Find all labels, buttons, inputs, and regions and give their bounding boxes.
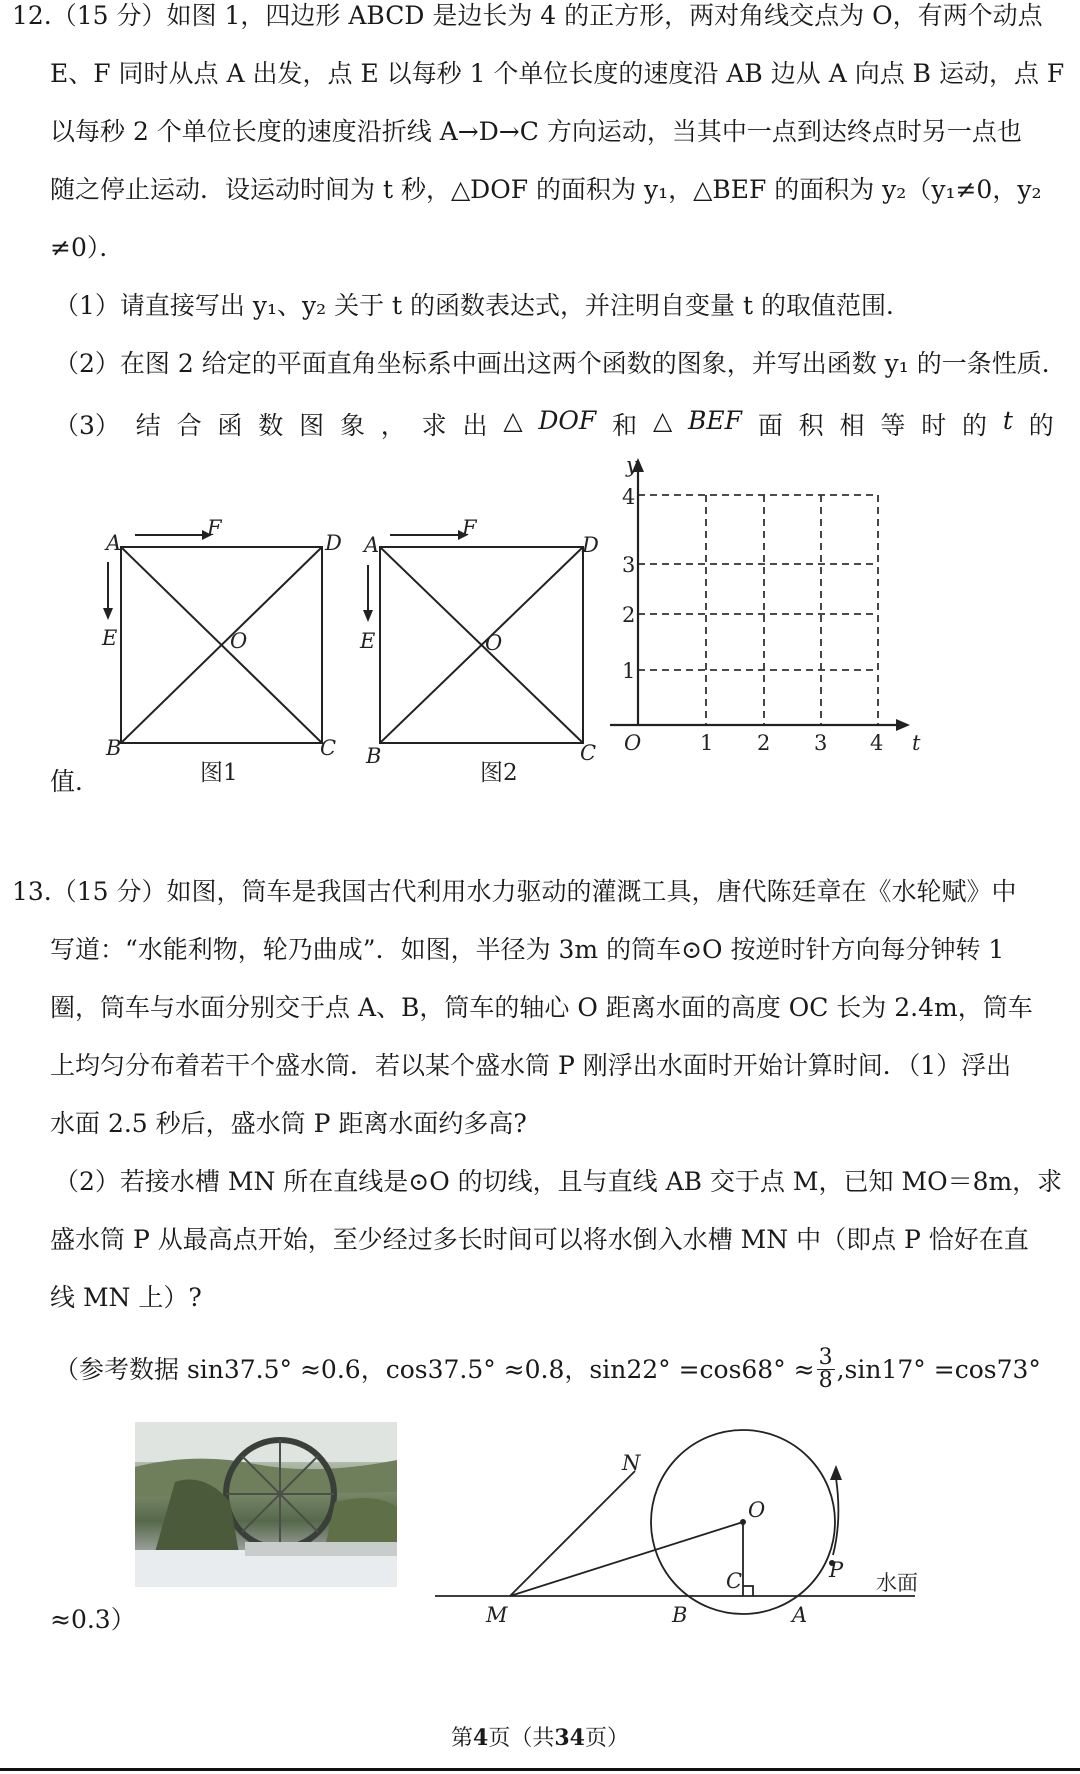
fig2-label-C: C: [580, 741, 597, 765]
q12-subq-3-part: 图: [299, 411, 325, 440]
diagram-label-B: B: [672, 1603, 688, 1627]
q12-line-2: E、F 同时从点 A 出发，点 E 以每秒 1 个单位长度的速度沿 AB 边从 A 向点 B 运动，点 F: [50, 59, 1065, 88]
q12-subq-3-part: 出: [462, 411, 488, 440]
q12-line-5: ≠0）．: [50, 233, 125, 262]
fig2-caption: 图2: [480, 760, 518, 786]
fig1-label-C: C: [320, 736, 337, 760]
q12-tail: 值．: [50, 767, 101, 796]
diagram-label-A: A: [792, 1603, 808, 1627]
q12-line-3: 以每秒 2 个单位长度的速度沿折线 A→D→C 方向运动，当其中一点到达终点时另一点也: [50, 117, 1022, 146]
q12-subq-3-part: 面: [757, 411, 783, 440]
q12-subq-3-part: △: [503, 406, 523, 435]
grid-y-axis-label: y: [626, 453, 638, 477]
diagram-label-C: C: [726, 1569, 743, 1593]
figure-1-square: [90, 516, 342, 790]
q13-line-7: 盛水筒 P 从最高点开始，至少经过多长时间可以将水倒入水槽 MN 中（即点 P 恰好在直: [50, 1225, 1029, 1254]
water-wheel-diagram: [430, 1420, 950, 1630]
q12-subq-3-part: t: [1002, 406, 1013, 435]
q12-subq-3-part: 时: [921, 411, 947, 440]
diagram-label-O: O: [748, 1498, 766, 1522]
q12-subq-3-part: △: [652, 406, 673, 435]
footer-total-pages: 34: [554, 1725, 585, 1751]
fig1-label-A: A: [106, 531, 122, 555]
q12-subq-3-part: （3）: [54, 411, 120, 440]
q13-line-8: 线 MN 上）?: [50, 1283, 202, 1312]
grid-x-axis-label: t: [912, 731, 921, 755]
q13-line-4: 上均匀分布着若干个盛水筒．若以某个盛水筒 P 刚浮出水面时开始计算时间．（1）浮出: [50, 1051, 1012, 1080]
footer-pre: 第: [451, 1726, 474, 1751]
fig2-label-A: A: [364, 533, 380, 557]
page-bottom-rule: [0, 1768, 1080, 1771]
fig1-label-F: F: [207, 516, 222, 540]
figure-2-square: [350, 516, 610, 790]
ref-tail: ≈0.3）: [50, 1605, 136, 1634]
q12-line-1: 12.（15 分）如图 1，四边形 ABCD 是边长为 4 的正方形，两对角线交点为 O，有两个动点: [12, 1, 1043, 30]
q12-subq-1: （1）请直接写出 y₁、y₂ 关于 t 的函数表达式，并注明自变量 t 的取值范围．: [54, 291, 911, 320]
ref-suffix: ,sin17° =cos73°: [836, 1354, 1041, 1384]
fig1-label-B: B: [106, 736, 122, 760]
q12-subq-3-part: BEF: [688, 406, 742, 435]
diagram-label-water-surface: 水面: [876, 1571, 918, 1595]
grid-x-tick-1: 1: [700, 731, 714, 755]
grid-x-tick-3: 3: [814, 731, 828, 755]
grid-y-tick-2: 2: [622, 603, 636, 627]
water-wheel-photo: [135, 1422, 397, 1587]
q12-subq-3: [54, 406, 1054, 442]
ref-frac-den: 8: [818, 1368, 833, 1393]
q12-subq-3-part: 相: [839, 411, 865, 440]
grid-y-tick-1: 1: [622, 659, 636, 683]
ref-frac-num: 3: [818, 1345, 833, 1370]
footer-page-number: 4: [473, 1725, 489, 1751]
ref-prefix: （参考数据 sin37.5° ≈0.6，cos37.5° ≈0.8，sin22° =cos68° ≈: [54, 1354, 815, 1384]
q12-subq-3-part: 的: [962, 411, 988, 440]
q13-line-5: 水面 2.5 秒后，盛水筒 P 距离水面约多高?: [50, 1109, 527, 1138]
grid-x-tick-2: 2: [757, 731, 771, 755]
q12-subq-3-part: 数: [258, 411, 284, 440]
q13-reference-data: [54, 1347, 1041, 1392]
grid-x-tick-4: 4: [870, 731, 884, 755]
diagram-label-M: M: [486, 1603, 508, 1627]
diagram-label-N: N: [622, 1451, 641, 1475]
q12-subq-2: （2）在图 2 给定的平面直角坐标系中画出这两个函数的图象，并写出函数 y₁ 的一条性质．: [54, 349, 1067, 378]
footer-post: 页）: [584, 1726, 629, 1751]
fig2-label-F: F: [462, 516, 477, 540]
fig1-label-D: D: [325, 531, 342, 555]
coordinate-grid: [600, 450, 930, 770]
q12-subq-3-part: DOF: [538, 406, 597, 435]
fig1-caption: 图1: [200, 760, 238, 786]
diagram-label-P: P: [829, 1558, 844, 1582]
q13-line-2: 写道：“水能利物，轮乃曲成”．如图，半径为 3m 的筒车⊙O 按逆时针方向每分钟转 1: [50, 935, 1005, 964]
q13-line-3: 圈，筒车与水面分别交于点 A、B，筒车的轴心 O 距离水面的高度 OC 长为 2.4m，筒车: [50, 993, 1033, 1022]
q12-subq-3-part: 的: [1028, 411, 1054, 440]
q13-subq-2: （2）若接水槽 MN 所在直线是⊙O 的切线，且与直线 AB 交于点 M，已知 MO＝8m，求: [54, 1167, 1063, 1196]
q12-subq-3-part: 合: [176, 411, 202, 440]
fig2-label-E: E: [360, 629, 376, 653]
grid-y-tick-4: 4: [622, 485, 636, 509]
q12-subq-3-part: 等: [880, 411, 906, 440]
q12-subq-3-part: 求: [421, 411, 447, 440]
q13-line-1: 13.（15 分）如图，筒车是我国古代利用水力驱动的灌溉工具，唐代陈廷章在《水轮赋》中: [12, 877, 1017, 906]
q12-line-4: 随之停止运动．设运动时间为 t 秒，△DOF 的面积为 y₁，△BEF 的面积为 y₂（y₁≠0，y₂: [50, 175, 1042, 204]
grid-y-tick-3: 3: [622, 553, 636, 577]
fig2-label-O: O: [485, 631, 503, 655]
ref-fraction: [817, 1347, 835, 1392]
grid-origin-label: O: [624, 731, 642, 755]
q12-subq-3-part: 结: [135, 411, 161, 440]
q12-subq-3-part: ，: [380, 411, 406, 440]
fig1-label-E: E: [102, 626, 118, 650]
q12-subq-3-part: 积: [798, 411, 824, 440]
page-footer: [0, 1721, 1080, 1752]
q12-subq-3-part: 函: [217, 411, 243, 440]
fig2-label-B: B: [366, 744, 382, 768]
footer-mid: 页（共: [488, 1726, 555, 1751]
fig2-label-D: D: [582, 533, 599, 557]
q12-subq-3-part: 象: [339, 411, 365, 440]
q12-subq-3-part: 和: [612, 411, 638, 440]
fig1-label-O: O: [230, 629, 248, 653]
